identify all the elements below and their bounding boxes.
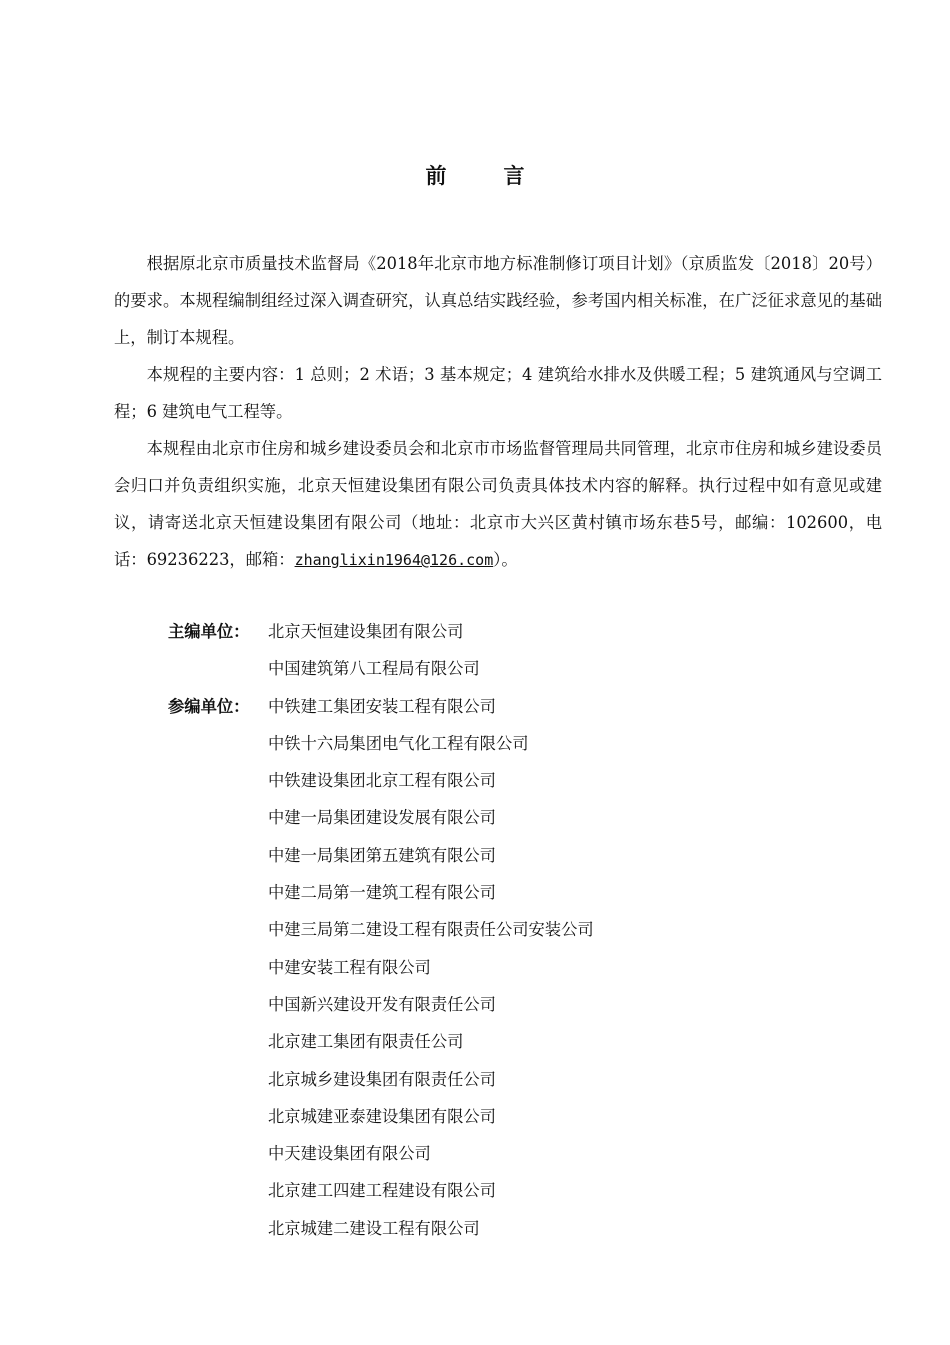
list-item: 中建二局第一建筑工程有限公司 xyxy=(268,883,496,903)
paragraph-management xyxy=(114,430,882,579)
paragraph-management-end: ）。 xyxy=(493,550,518,569)
paragraph-basis: 根据原北京市质量技术监督局《2018年北京市地方标准制修订项目计划》（京质监发〔2018〕20号）的要求。本规程编制组经过深入调查研究，认真总结实践经验，参考国内相关标准，在广泛征求意见的基础上，制订本规程。 xyxy=(114,254,882,347)
list-item: 中建三局第二建设工程有限责任公司安装公司 xyxy=(268,920,594,940)
units-section xyxy=(168,613,868,1247)
email-link[interactable]: zhanglixin1964@126.com xyxy=(294,551,494,569)
chief-units-list xyxy=(268,613,480,688)
list-item: 中国建筑第八工程局有限公司 xyxy=(268,659,480,679)
list-item: 中建安装工程有限公司 xyxy=(268,957,431,977)
list-item: 中铁建工集团安装工程有限公司 xyxy=(268,696,496,716)
paragraph-management-text: 本规程由北京市住房和城乡建设委员会和北京市市场监督管理局共同管理，北京市住房和城乡建设委员会归口并负责组织实施，北京天恒建设集团有限公司负责具体技术内容的解释。执行过程中如有意见或建议，请寄送北京天恒建设集团有限公司（地址：北京市大兴区黄村镇市场东巷5号，邮编：102600，电话：69236223，邮箱： xyxy=(114,439,882,569)
list-item: 中天建设集团有限公司 xyxy=(268,1144,431,1164)
page-title: 前 言 xyxy=(425,164,543,188)
list-item: 北京城建二建设工程有限公司 xyxy=(268,1218,480,1238)
participating-units xyxy=(168,688,868,1247)
paragraph-contents: 本规程的主要内容：1 总则；2 术语；3 基本规定；4 建筑给水排水及供暖工程；5 建筑通风与空调工程；6 建筑电气工程等。 xyxy=(114,365,882,421)
foreword-body xyxy=(114,245,882,579)
list-item: 北京建工四建工程建设有限公司 xyxy=(268,1181,496,1201)
chief-units-label: 主编单位： xyxy=(168,622,250,641)
list-item: 中铁十六局集团电气化工程有限公司 xyxy=(268,733,529,753)
list-item: 中建一局集团第五建筑有限公司 xyxy=(268,845,496,865)
list-item: 北京城建亚泰建设集团有限公司 xyxy=(268,1106,496,1126)
list-item: 中国新兴建设开发有限责任公司 xyxy=(268,994,496,1014)
participating-units-list xyxy=(268,688,594,1247)
list-item: 北京城乡建设集团有限责任公司 xyxy=(268,1069,496,1089)
list-item: 北京天恒建设集团有限公司 xyxy=(268,622,464,641)
participating-units-label: 参编单位： xyxy=(168,696,250,716)
list-item: 中建一局集团建设发展有限公司 xyxy=(268,808,496,828)
list-item: 北京建工集团有限责任公司 xyxy=(268,1032,464,1052)
list-item: 中铁建设集团北京工程有限公司 xyxy=(268,771,496,791)
chief-units xyxy=(168,613,868,688)
